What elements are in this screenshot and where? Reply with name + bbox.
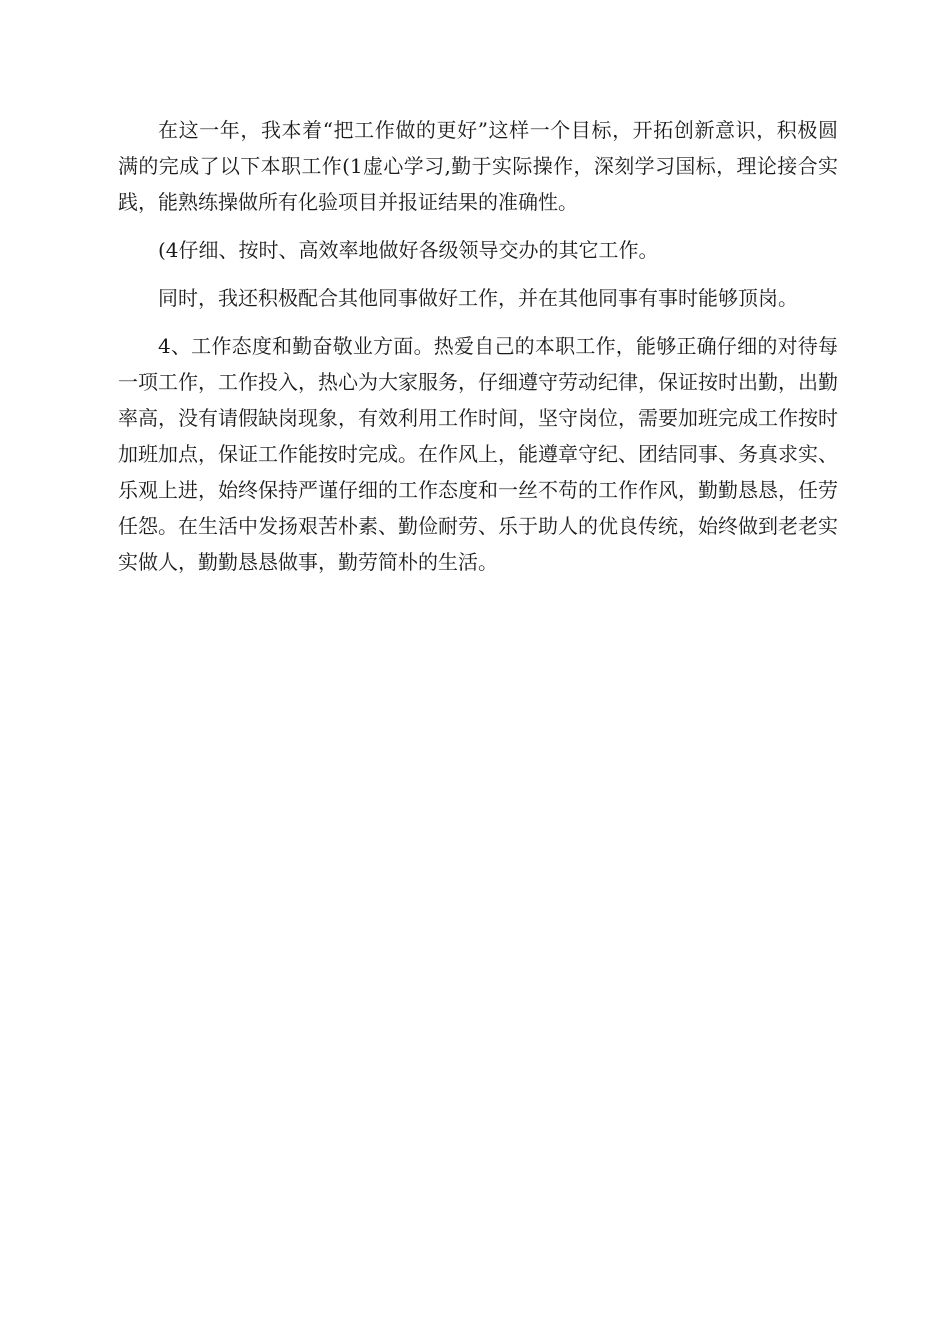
paragraph-cooperation: 同时，我还积极配合其他同事做好工作，并在其他同事有事时能够顶岗。 <box>158 286 798 310</box>
paragraph-goals: 在这一年，我本着“把工作做的更好”这样一个目标，开拓创新意识，积极圆满的完成了以下本职工作(1虚心学习,勤于实际操作，深刻学习国标，理论接合实践，能熟练操做所有化验项目并报证结果的准确性。 <box>118 118 838 214</box>
document-body <box>118 112 838 592</box>
paragraph-work-attitude: 4、工作态度和勤奋敬业方面。热爱自己的本职工作，能够正确仔细的对待每一项工作，工作投入，热心为大家服务，仔细遵守劳动纪律，保证按时出勤，出勤率高，没有请假缺岗现象，有效利用工作时间，坚守岗位，需要加班完成工作按时加班加点，保证工作能按时完成。在作风上，能遵章守纪、团结同事、务真求实、乐观上进，始终保持严谨仔细的工作态度和一丝不苟的工作作风，勤勤恳恳，任劳任怨。在生活中发扬艰苦朴素、勤俭耐劳、乐于助人的优良传统，始终做到老老实实做人，勤勤恳恳做事，勤劳简朴的生活。 <box>118 334 838 574</box>
paragraph-leader-tasks: (4仔细、按时、高效率地做好各级领导交办的其它工作。 <box>158 238 659 262</box>
